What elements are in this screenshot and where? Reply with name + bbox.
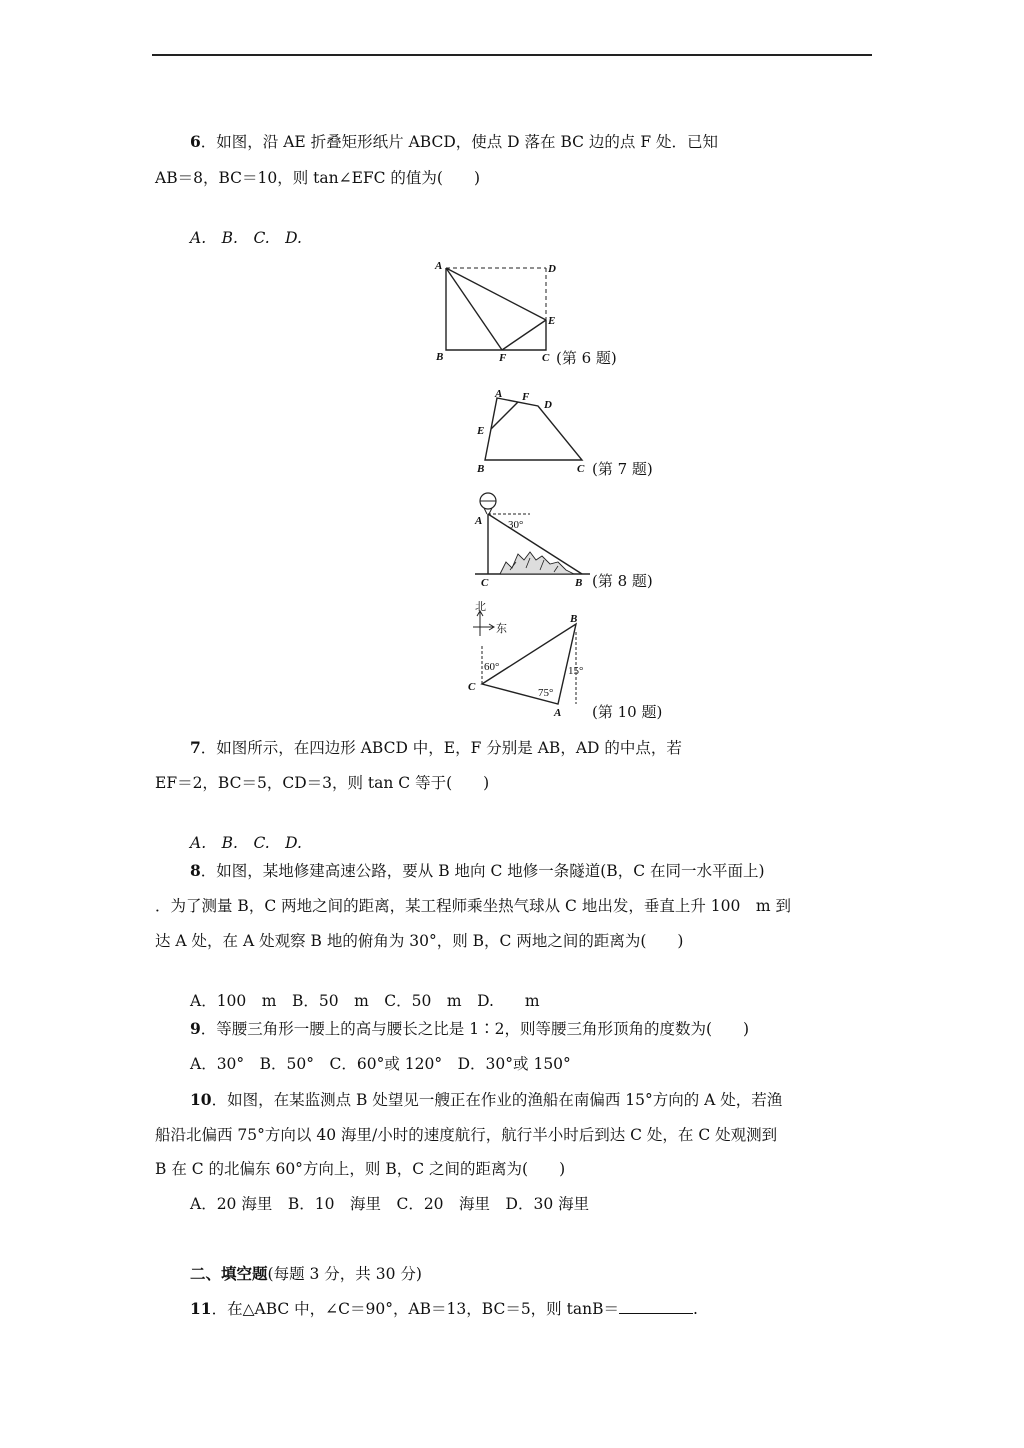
fig8-label-a: A (475, 515, 483, 527)
fig6-label-a: A (435, 260, 443, 272)
fig6-label-f: F (499, 352, 507, 364)
q6-line2: AB＝8，BC＝10，则 tan∠EFC 的值为( ) (155, 169, 481, 187)
figure-7 (470, 388, 590, 478)
q9-line1: 9．等腰三角形一腰上的高与腰长之比是 1∶2，则等腰三角形顶角的度数为( ) (190, 1019, 750, 1038)
fig7-label-a: A (495, 388, 503, 400)
fig7-label-c: C (577, 463, 585, 475)
q6-options: A. B. C. D. (190, 229, 302, 247)
fig6-label-e: E (548, 315, 556, 327)
fig10-label-a: A (554, 707, 562, 719)
fig7-label-b: B (477, 463, 485, 475)
q11-answer-blank[interactable] (619, 1299, 693, 1314)
compass-east-label: 东 (496, 623, 507, 635)
fig10-label-c: C (468, 681, 476, 693)
fig10-angle-c: 60° (484, 661, 500, 673)
fig7-label-e: E (477, 425, 485, 437)
fig10-caption: (第 10 题) (592, 703, 663, 721)
figure-10 (460, 600, 600, 720)
fig6-label-c: C (542, 352, 550, 364)
q11-line: 11．在△ABC 中，∠C＝90°，AB＝13，BC＝5，则 tanB＝ . (190, 1299, 698, 1318)
fig10-label-b: B (570, 613, 578, 625)
fig10-angle-a: 75° (538, 687, 554, 699)
q10-line1: 10．如图，在某监测点 B 处望见一艘正在作业的渔船在南偏西 15°方向的 A 处，若渔 (190, 1090, 783, 1109)
q8-line3: 达 A 处，在 A 处观察 B 地的俯角为 30°，则 B，C 两地之间的距离为( ) (155, 932, 684, 950)
fig6-label-d: D (548, 263, 556, 275)
figure-6 (430, 258, 556, 368)
q7-line1: 7．如图所示，在四边形 ABCD 中，E，F 分别是 AB，AD 的中点，若 (190, 738, 682, 757)
fig8-caption: (第 8 题) (592, 572, 653, 590)
fig6-caption: (第 6 题) (556, 349, 617, 367)
fig10-angle-b: 15° (568, 665, 584, 677)
q7-line2: EF＝2，BC＝5，CD＝3，则 tan C 等于( ) (155, 774, 490, 792)
fig7-label-d: D (544, 399, 552, 411)
fig8-angle-label: 30° (508, 519, 524, 531)
q10-line3: B 在 C 的北偏东 60°方向上，则 B，C 之间的距离为( ) (155, 1160, 566, 1178)
section-2-heading: 二、填空题(每题 3 分，共 30 分) (190, 1264, 422, 1283)
fig6-label-b: B (436, 351, 444, 363)
q8-line2: ．为了测量 B，C 两地之间的距离，某工程师乘坐热气球从 C 地出发，垂直上升 100 m 到 (155, 897, 791, 915)
q10-options: A．20 海里 B．10 海里 C．20 海里 D．30 海里 (190, 1195, 590, 1213)
fig7-label-f: F (522, 391, 530, 403)
q8-line1: 8．如图，某地修建高速公路，要从 B 地向 C 地修一条隧道(B，C 在同一水平面上) (190, 861, 765, 880)
fig8-label-c: C (481, 577, 489, 589)
figure-8 (470, 490, 600, 590)
q9-options: A．30° B．50° C．60°或 120° D．30°或 150° (190, 1055, 571, 1073)
header-rule (152, 54, 872, 56)
q6-line1: 6．如图，沿 AE 折叠矩形纸片 ABCD，使点 D 落在 BC 边的点 F 处．已知 (190, 132, 719, 151)
q8-options: A．100 m B．50 m C．50 m D. m (190, 992, 540, 1010)
q10-line2: 船沿北偏西 75°方向以 40 海里/小时的速度航行，航行半小时后到达 C 处，在 C 处观测到 (155, 1126, 778, 1144)
q7-options: A. B. C. D. (190, 834, 302, 852)
compass-north-label: 北 (475, 601, 486, 613)
fig7-caption: (第 7 题) (592, 460, 653, 478)
fig8-label-b: B (575, 577, 583, 589)
